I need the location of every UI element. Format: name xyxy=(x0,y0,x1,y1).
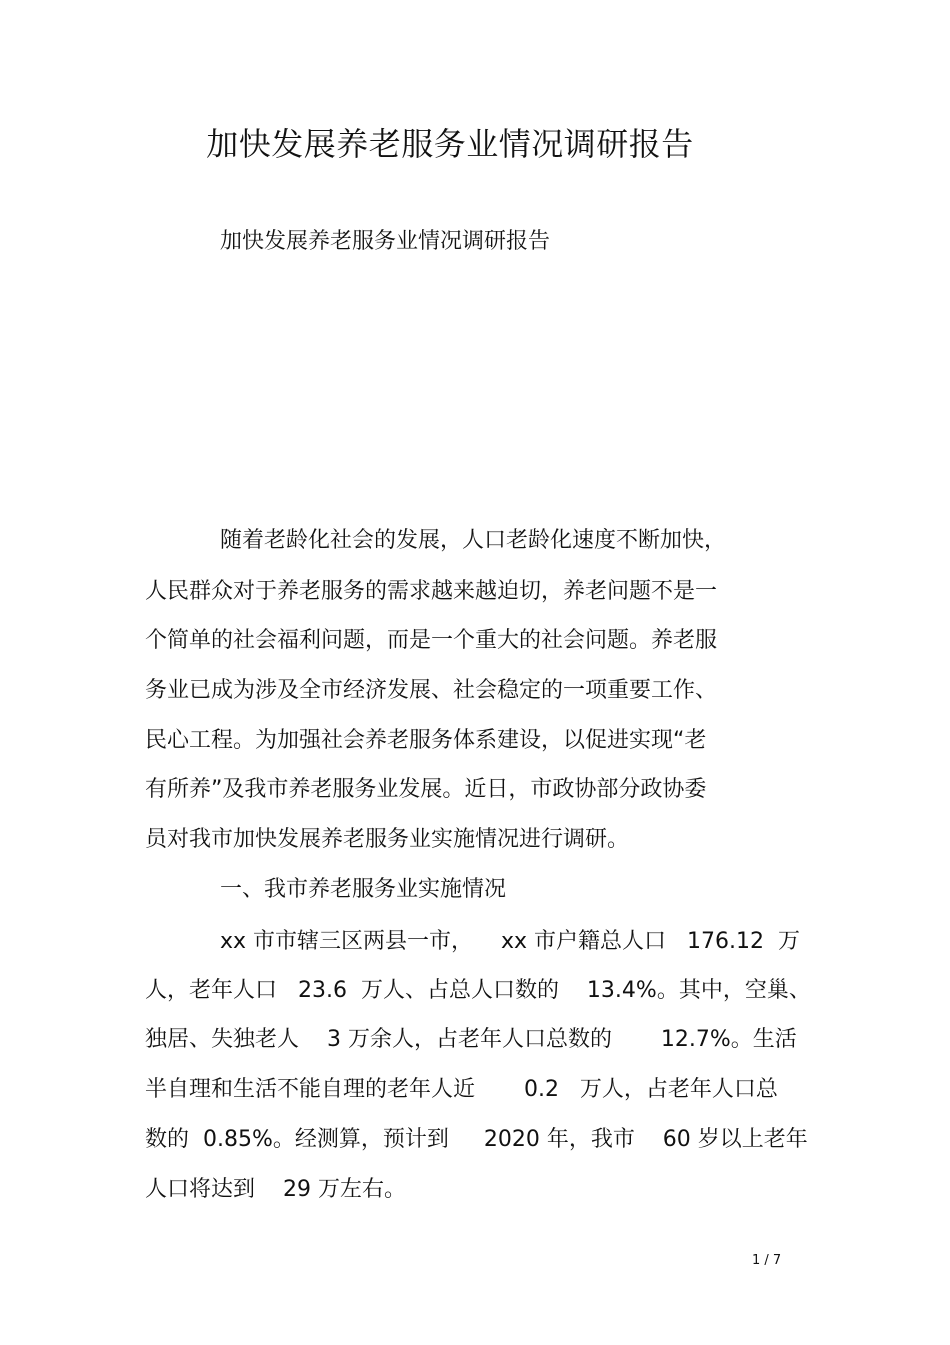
page-number: 1 / 7 xyxy=(752,1253,782,1268)
document-subtitle: 加快发展养老服务业情况调研报告 xyxy=(220,229,551,254)
paragraph-2-line-5: 数的 0.85%。经测算，预计到 2020 年，我市 60 岁以上老年 xyxy=(145,1127,808,1152)
paragraph-1-line-2: 人民群众对于养老服务的需求越来越迫切，养老问题不是一 xyxy=(145,579,718,604)
paragraph-1-line-1: 随着老龄化社会的发展，人口老龄化速度不断加快， xyxy=(220,528,727,553)
paragraph-2-line-3: 独居、失独老人 3 万余人，占老年人口总数的 12.7%。生活 xyxy=(145,1027,797,1052)
paragraph-2-line-1: xx 市市辖三区两县一市， xx 市户籍总人口 176.12 万 xyxy=(220,929,800,954)
paragraph-1-line-6: 有所养”及我市养老服务业发展。近日，市政协部分政协委 xyxy=(145,777,707,802)
paragraph-2-line-6: 人口将达到 29 万左右。 xyxy=(145,1177,406,1202)
section-1-heading: 一、我市养老服务业实施情况 xyxy=(220,877,507,902)
paragraph-1-line-5: 民心工程。为加强社会养老服务体系建设，以促进实现“老 xyxy=(145,728,707,753)
paragraph-1-line-7: 员对我市加快发展养老服务业实施情况进行调研。 xyxy=(145,827,630,852)
paragraph-2-line-2: 人，老年人口 23.6 万人、占总人口数的 13.4%。其中，空巢、 xyxy=(145,978,811,1003)
paragraph-1-line-4: 务业已成为涉及全市经济发展、社会稳定的一项重要工作、 xyxy=(145,678,718,703)
paragraph-1-line-3: 个简单的社会福利问题，而是一个重大的社会问题。养老服 xyxy=(145,628,718,653)
document-title: 加快发展养老服务业情况调研报告 xyxy=(206,125,694,163)
paragraph-2-line-4: 半自理和生活不能自理的老年人近 0.2 万人，占老年人口总 xyxy=(145,1077,778,1102)
